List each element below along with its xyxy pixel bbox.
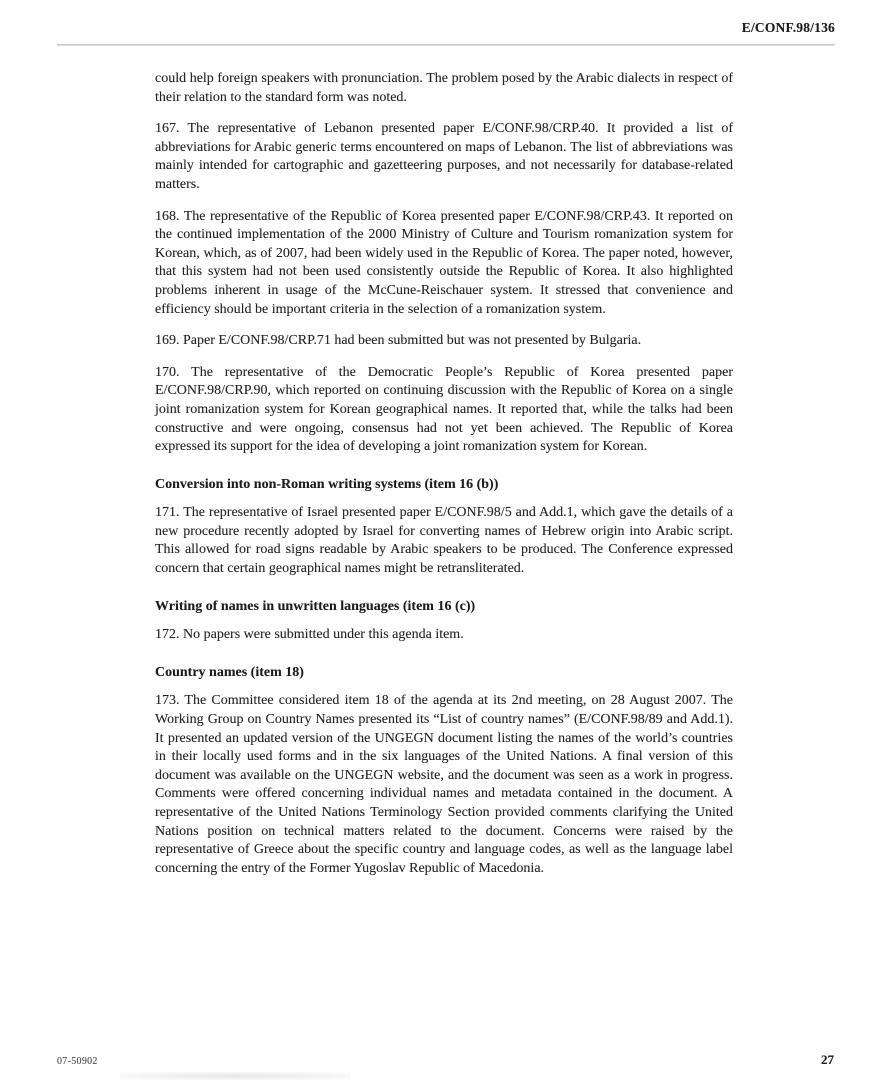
job-number: 07-50902 [57,1056,98,1067]
paragraph-171: 171. The representative of Israel presented paper E/CONF.98/5 and Add.1, which gave the details of a new procedure recently adopted by Israel for converting names of Hebrew origin into Arabic script. This allowed for road signs readable by Arabic speakers to be produced. The Conference expressed concern that certain geographical names might be retransliterated. [155,505,733,577]
paragraph-173: 173. The Committee considered item 18 of the agenda at its 2nd meeting, on 28 August 2007. The Working Group on Country Names presented its “List of country names” (E/CONF.98/89 and Add.1). It presented an updated version of the UNGEGN document listing the names of the world’s countries in their locally used forms and in the six languages of the United Nations. A final version of this document was available on the UNGEGN website, and the document was seen as a work in progress. Comments were offered concerning individual names and metadata contained in the document. A representative of the United Nations Terminology Section provided comments clarifying the United Nations position on technical matters related to the document. Concerns were raised by the representative of Greece about the specific country and language codes, as well as the language label concerning the entry of the Former Yugoslav Republic of Macedonia. [155,693,733,876]
document-body [155,70,733,891]
page-number: 27 [821,1052,834,1067]
paragraph-continuation: could help foreign speakers with pronunciation. The problem posed by the Arabic dialects in respect of their relation to the standard form was noted. [155,71,733,105]
document-symbol: E/CONF.98/136 [741,20,835,35]
heading-conversion-non-roman-item-16b: Conversion into non-Roman writing systems (item 16 (b)) [155,476,499,492]
header-rule [57,44,835,46]
paragraph-167: 167. The representative of Lebanon presented paper E/CONF.98/CRP.40. It provided a list of abbreviations for Arabic generic terms encountered on maps of Lebanon. The list of abbreviations was mainly intended for cartographic and gazetteering purposes, and not necessarily for database-related matters. [155,121,733,192]
footer [0,1052,880,1076]
paragraph-169: 169. Paper E/CONF.98/CRP.71 had been submitted but was not presented by Bulgaria. [155,333,642,349]
paragraph-168: 168. The representative of the Republic of Korea presented paper E/CONF.98/CRP.43. It reported on the continued implementation of the 2000 Ministry of Culture and Tourism romanization system for Korean, which, as of 2007, had been widely used in the Republic of Korea. The paper noted, however, that this system had not been used consistently outside the Republic of Korea. It also highlighted problems inherent in usage of the McCune-Reischauer system. It stressed that convenience and efficiency should be important criteria in the selection of a romanization system. [155,208,733,317]
paragraph-170: 170. The representative of the Democratic People’s Republic of Korea presented paper E/CONF.98/CRP.90, which reported on continuing discussion with the Republic of Korea on a single joint romanization system for Korean geographical names. It reported that, while the talks had been constructive and were ongoing, consensus had not yet been achieved. The Republic of Korea expressed its support for the idea of developing a joint romanization system for Korean. [155,364,733,455]
heading-unwritten-languages-item-16c: Writing of names in unwritten languages (item 16 (c)) [155,598,476,614]
paragraph-172: 172. No papers were submitted under this agenda item. [155,627,464,643]
heading-country-names-item-18: Country names (item 18) [155,664,304,680]
